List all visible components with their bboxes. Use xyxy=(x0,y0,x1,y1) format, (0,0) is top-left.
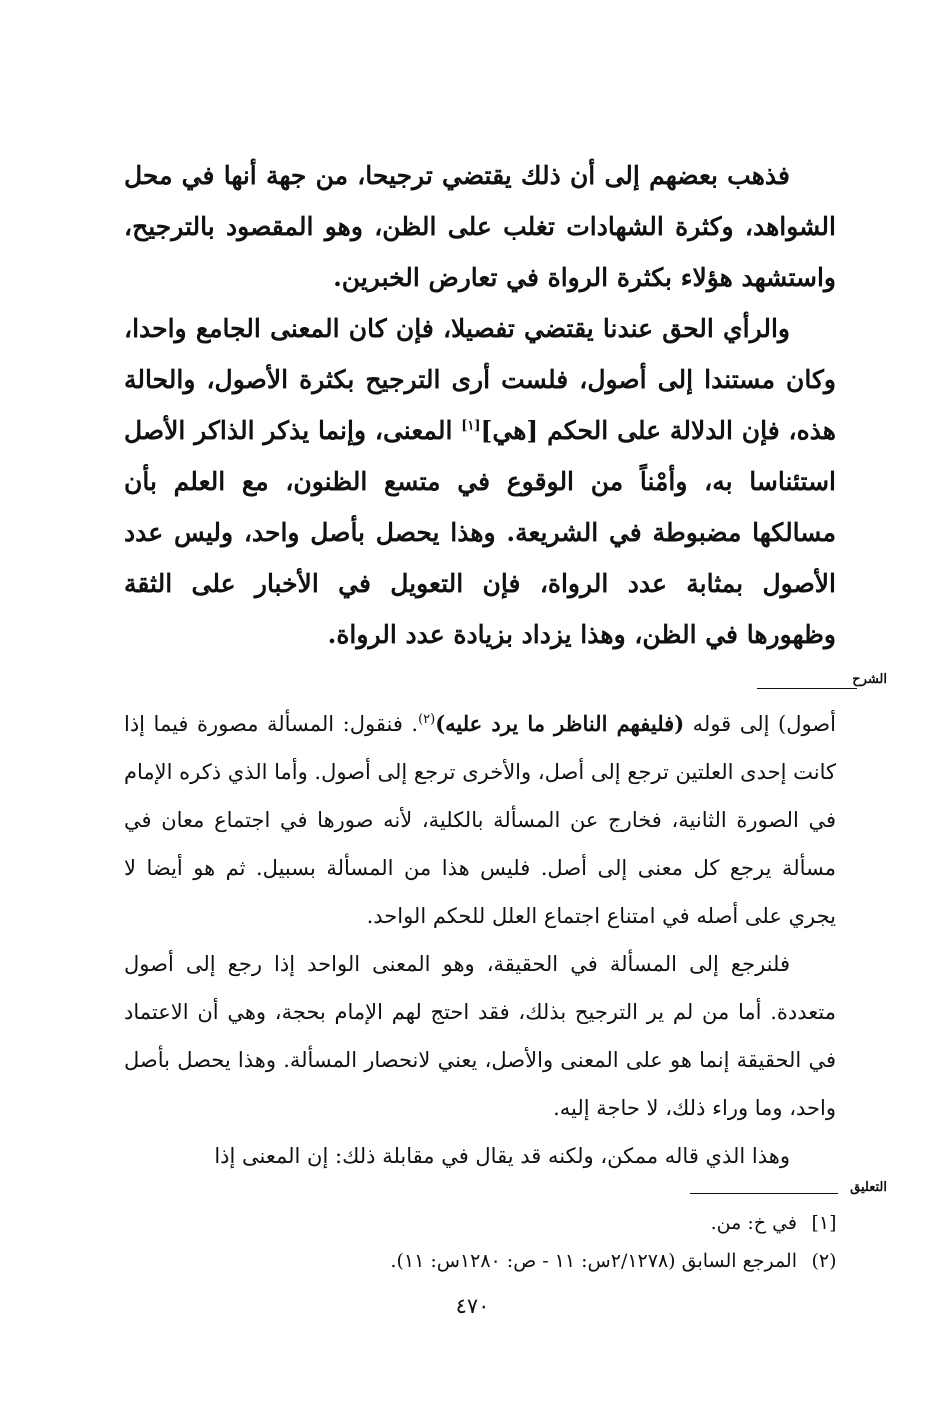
commentary-quote: (فليفهم الناظر ما يرد عليه) xyxy=(435,711,685,736)
footnote-ref-2: (٢) xyxy=(418,712,436,727)
main-paragraph-2-text: والرأي الحق عندنا يقتضي تفصيلا، فإن كان المعنى الجامع واحدا، وكان مستندا إلى أصول، فلست أرى الترجيح بكثرة الأصول، والحالة هذه، فإن الدلالة على الحكم xyxy=(124,314,836,445)
main-text xyxy=(124,150,836,660)
footnote-2-text: المرجع السابق (٢/١٢٧٨س: ١١ - ص: ١٢٨٠س: ١١). xyxy=(390,1250,797,1272)
commentary-paragraph-1 xyxy=(124,700,836,940)
footnote-ref-1: [١] xyxy=(461,418,481,434)
commentary-paragraph-2: فلنرجع إلى المسألة في الحقيقة، وهو المعنى الواحد إذا رجع إلى أصول متعددة. أما من لم ير الترجيح بذلك، فقد احتج لهم الإمام بحجة، وهي أن الاعتماد في الحقيقة إنما هو على المعنى والأصل، يعني لانحصار المسألة. وهذا يحصل بأصل واحد، وما وراء ذلك، لا حاجة إليه. xyxy=(124,952,836,1120)
footnote-2-mark: (٢) xyxy=(811,1250,837,1272)
commentary-p1-rest: . فنقول: المسألة مصورة فيما إذا كانت إحدى العلتين ترجع إلى أصل، والأخرى ترجع إلى أصول. وأما الذي ذكره الإمام في الصورة الثانية، فخارج عن المسألة بالكلية، لأنه صورها في اجتماع معان في مسألة يرجع كل معنى إلى أصل. فليس هذا من المسألة بسبيل. ثم هو أيضا لا يجري على أصله في امتناع اجتماع العلل للحكم الواحد. xyxy=(123,712,836,928)
footnote-1-text: في خ: من. xyxy=(710,1212,797,1234)
main-paragraph-2 xyxy=(124,303,836,660)
footnote-2 xyxy=(137,1242,837,1280)
commentary-p1-start: أصول) إلى قوله xyxy=(692,712,836,736)
footnote-1 xyxy=(137,1204,837,1242)
bracketed-insertion: [هي] xyxy=(480,416,539,445)
commentary-label: الشرح xyxy=(852,672,887,687)
annotation-divider xyxy=(690,1193,838,1194)
commentary-divider xyxy=(757,688,857,689)
main-paragraph-2-continuation: المعنى، وإنما يذكر الذاكر الأصل استئناسا به، وأمْناً من الوقوع في متسع الظنون، مع العلم بأن مسالكها مضبوطة في الشريعة. وهذا يحصل بأصل واحد، وليس عدد الأصول بمثابة عدد الرواة، فإن التعويل في الأخبار على الثقة وظهورها في الظن، وهذا يزداد بزيادة عدد الرواة. xyxy=(124,416,836,649)
footnotes xyxy=(137,1204,837,1280)
footnote-1-mark: [١] xyxy=(811,1212,837,1234)
commentary-text xyxy=(124,700,836,1180)
page-number: ٤٧٠ xyxy=(455,1294,490,1318)
annotation-label: التعليق xyxy=(850,1180,887,1195)
main-paragraph-1: فذهب بعضهم إلى أن ذلك يقتضي ترجيحا، من جهة أنها في محل الشواهد، وكثرة الشهادات تغلب على الظن، وهو المقصود بالترجيح، واستشهد هؤلاء بكثرة الرواة في تعارض الخبرين. xyxy=(124,161,836,292)
commentary-paragraph-3: وهذا الذي قاله ممكن، ولكنه قد يقال في مقابلة ذلك: إن المعنى إذا xyxy=(214,1144,790,1168)
